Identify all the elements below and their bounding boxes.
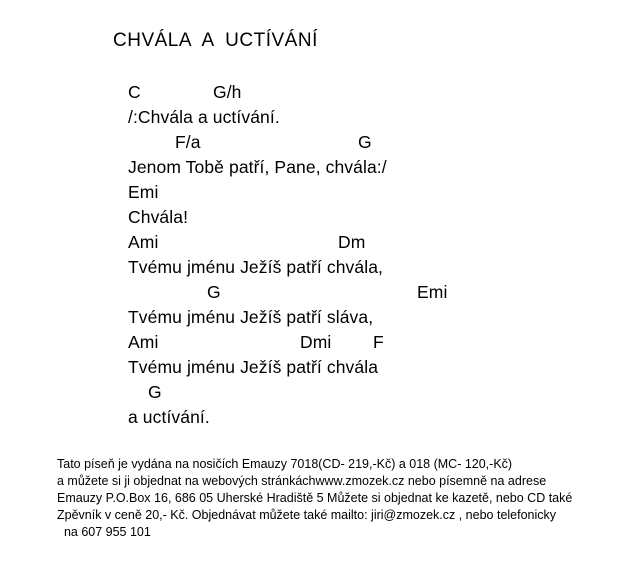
- footer-line: Emauzy P.O.Box 16, 686 05 Uherské Hradiště 5 Můžete si objednat ke kazetě, nebo CD také: [57, 491, 573, 505]
- lyric-text: Tvému jménu Ježíš patří chvála: [128, 357, 379, 377]
- chord-symbol: Ami: [128, 332, 159, 352]
- footer-line: Tato píseň je vydána na nosičích Emauzy 7018(CD- 219,-Kč) a 018 (MC- 120,-Kč): [57, 457, 513, 471]
- lyric-line: [128, 155, 387, 180]
- lyric-line: [128, 205, 387, 230]
- chord-line: [128, 80, 387, 105]
- chord-symbol: Emi: [417, 282, 448, 302]
- chord-symbol: Dmi: [300, 332, 332, 352]
- chord-symbol: F: [373, 332, 384, 352]
- lyric-line: [128, 405, 387, 430]
- lyric-text: Tvému jménu Ježíš patří chvála,: [128, 257, 384, 277]
- lyric-text: a uctívání.: [128, 407, 210, 427]
- chord-symbol: G: [207, 282, 221, 302]
- chord-symbol: C: [128, 82, 141, 102]
- footer-line: a můžete si ji objednat na webových stránkáchwww.zmozek.cz nebo písemně na adrese: [57, 474, 547, 488]
- chord-symbol: F/a: [175, 132, 201, 152]
- lyric-text: /:Chvála a uctívání.: [128, 107, 280, 127]
- chord-line: [128, 380, 387, 405]
- lyric-line: [128, 355, 387, 380]
- chord-line: [128, 230, 387, 255]
- chord-line: [128, 180, 387, 205]
- chord-line: [128, 330, 387, 355]
- lyric-line: [128, 305, 387, 330]
- chord-line: [128, 280, 448, 305]
- lyric-line: [128, 255, 387, 280]
- footer-line: na 607 955 101: [57, 525, 151, 539]
- lyric-text: Jenom Tobě patří, Pane, chvála:/: [128, 157, 387, 177]
- song-lines: [128, 80, 448, 430]
- chord-symbol: Ami: [128, 232, 159, 252]
- chord-symbol: Emi: [128, 182, 159, 202]
- song-title: CHVÁLA A UCTÍVÁNÍ: [113, 30, 318, 51]
- chord-line: [128, 130, 387, 155]
- chord-symbol: G/h: [213, 82, 242, 102]
- lyric-line: [128, 105, 387, 130]
- lyric-text: Chvála!: [128, 207, 189, 227]
- chord-symbol: G: [148, 382, 162, 402]
- chord-symbol: G: [358, 132, 372, 152]
- lyric-text: Tvému jménu Ježíš patří sláva,: [128, 307, 374, 327]
- footer-note: [57, 456, 572, 541]
- chord-symbol: Dm: [338, 232, 366, 252]
- footer-line: Zpěvník v ceně 20,- Kč. Objednávat můžete také mailto: jiri@zmozek.cz , nebo telefonicky: [57, 508, 557, 522]
